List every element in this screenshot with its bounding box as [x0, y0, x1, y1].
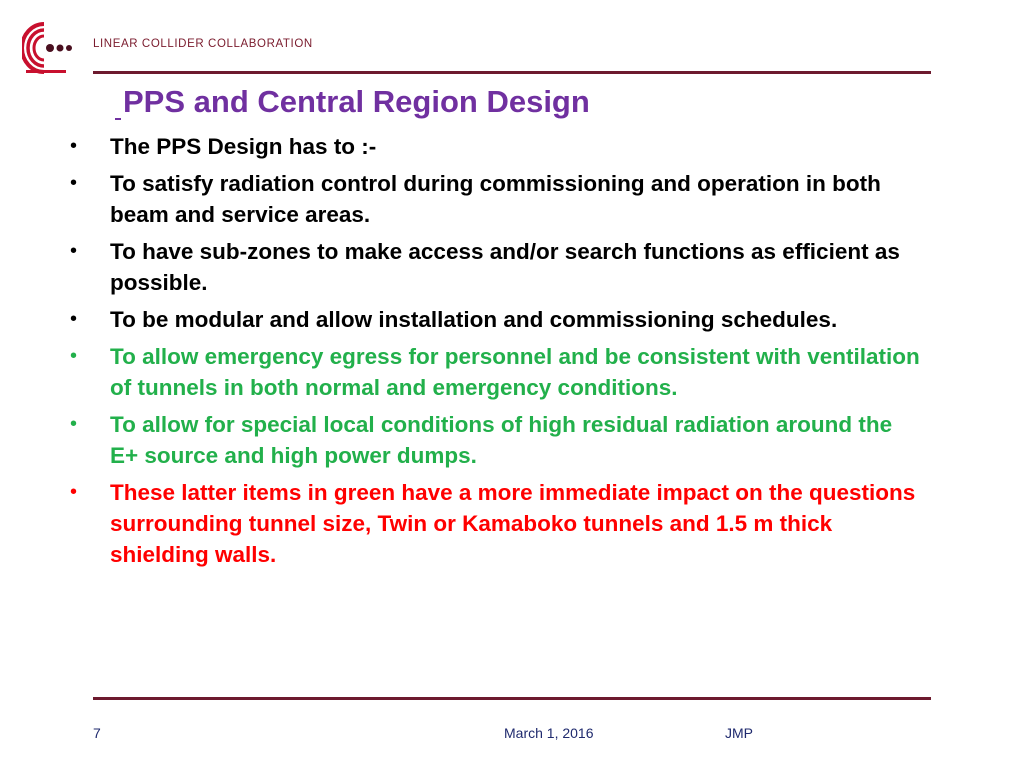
- footer-author: JMP: [725, 725, 753, 741]
- bullet-icon: •: [70, 172, 78, 194]
- bullet-item-7: [70, 477, 920, 570]
- bullet-text: To be modular and allow installation and commissioning schedules.: [110, 307, 838, 332]
- bullet-text: These latter items in green have a more immediate impact on the questions surrounding tunnel size, Twin or Kamaboko tunnels and 1.5 m thick shielding walls.: [110, 480, 916, 567]
- footer-date: March 1, 2016: [504, 725, 594, 741]
- bullet-text: The PPS Design has to :-: [110, 134, 377, 159]
- lcc-logo-icon: [22, 20, 72, 76]
- bullet-item-2: [70, 168, 920, 230]
- bullet-text: To allow emergency egress for personnel and be consistent with ventilation of tunnels in both normal and emergency conditions.: [110, 344, 920, 400]
- bullet-item-4: [70, 304, 920, 335]
- bullet-text: To have sub-zones to make access and/or search functions as efficient as possible.: [110, 239, 900, 295]
- bullet-icon: •: [70, 481, 78, 503]
- bullet-item-1: [70, 131, 920, 162]
- bullet-list: [70, 131, 920, 576]
- title-underline-mark: [115, 118, 121, 120]
- organization-name: LINEAR COLLIDER COLLABORATION: [93, 38, 313, 50]
- bullet-icon: •: [70, 240, 78, 262]
- page-number: 7: [93, 725, 101, 741]
- header-divider: [93, 71, 931, 74]
- footer-divider: [93, 697, 931, 700]
- bullet-text: To satisfy radiation control during commissioning and operation in both beam and service areas.: [110, 171, 881, 227]
- bullet-icon: •: [70, 345, 78, 367]
- bullet-icon: •: [70, 308, 78, 330]
- bullet-icon: •: [70, 413, 78, 435]
- bullet-item-5: [70, 341, 920, 403]
- bullet-icon: •: [70, 135, 78, 157]
- bullet-item-6: [70, 409, 920, 471]
- slide-title: PPS and Central Region Design: [123, 84, 590, 119]
- bullet-text: To allow for special local conditions of high residual radiation around the E+ source and high power dumps.: [110, 412, 893, 468]
- bullet-item-3: [70, 236, 920, 298]
